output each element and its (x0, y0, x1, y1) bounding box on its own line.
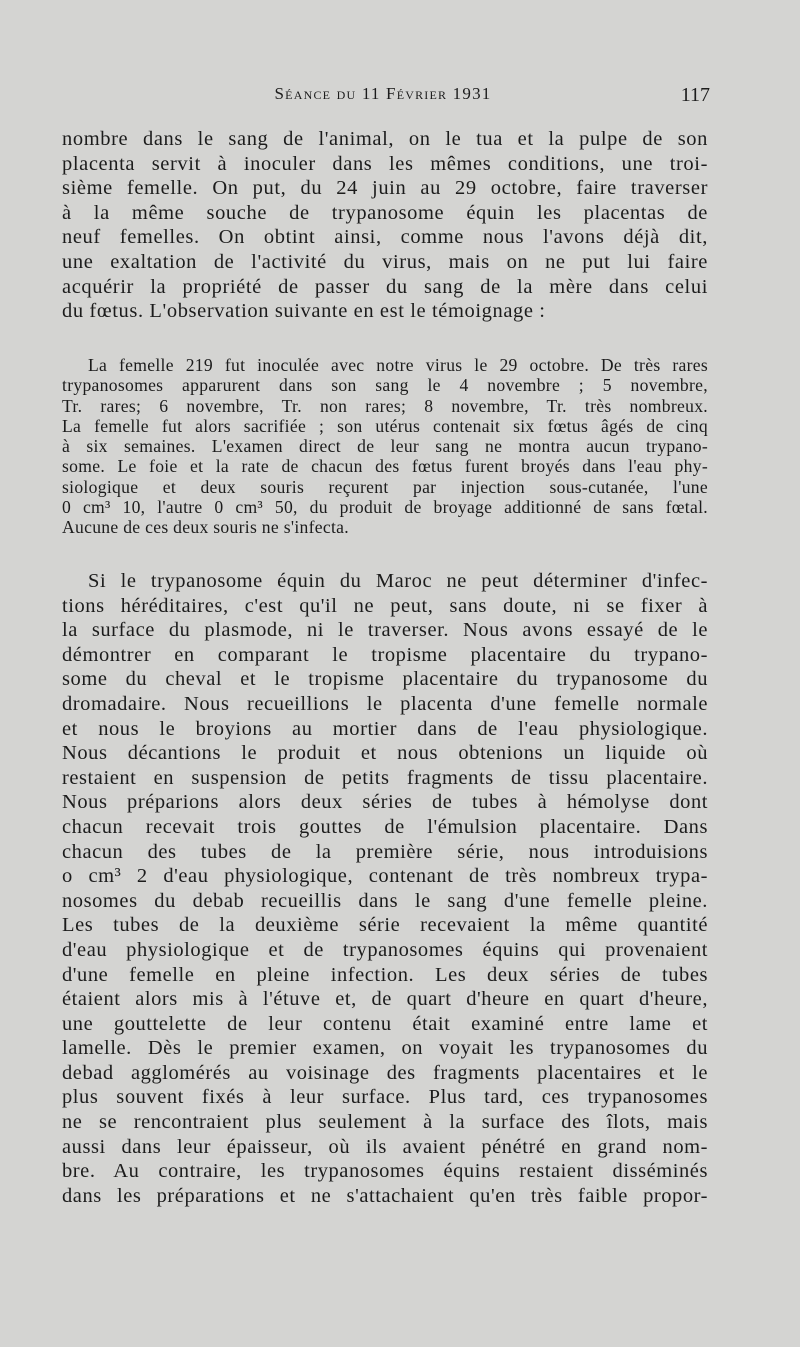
paragraph-main (62, 569, 708, 1208)
text-line: Nous décantions le produit et nous obtenions un liquide où (62, 742, 708, 765)
text-line: plus souvent fixés à leur surface. Plus tard, ces trypanosomes (62, 1086, 708, 1109)
text-line: et nous le broyions au mortier dans de l'eau physiologique. (62, 717, 708, 740)
text-line: aussi dans leur épaisseur, où ils avaient pénétré en grand nom- (62, 1135, 708, 1158)
text-line: la surface du plasmode, ni le traverser. Nous avons essayé de le (62, 619, 708, 642)
text-line: étaient alors mis à l'étuve et, de quart d'heure en quart d'heure, (62, 988, 708, 1011)
text-line: neuf femelles. On obtint ainsi, comme nous l'avons déjà dit, (62, 226, 708, 249)
text-line: d'une femelle en pleine infection. Les deux séries de tubes (62, 963, 708, 986)
text-line: dans les préparations et ne s'attachaient qu'en très faible propor- (62, 1184, 708, 1207)
text-line: dromadaire. Nous recueillions le placenta d'une femelle normale (62, 692, 708, 715)
text-line: à la même souche de trypanosome équin les placentas de (62, 201, 708, 224)
text-line: ne se rencontraient plus seulement à la surface des îlots, mais (62, 1111, 708, 1134)
text-line: une gouttelette de leur contenu était examiné entre lame et (62, 1012, 708, 1035)
text-line: lamelle. Dès le premier examen, on voyait les trypanosomes du (62, 1037, 708, 1060)
observation-note (62, 355, 708, 538)
text-line: du fœtus. L'observation suivante en est le témoignage : (62, 300, 546, 323)
text-line: Tr. rares; 6 novembre, Tr. non rares; 8 novembre, Tr. très nombreux. (62, 395, 708, 416)
text-line: 0 cm³ 10, l'autre 0 cm³ 50, du produit de broyage additionné de sans fœtal. (62, 497, 708, 518)
text-line: Si le trypanosome équin du Maroc ne peut déterminer d'infec- (88, 570, 708, 592)
text-line: Aucune de ces deux souris ne s'infecta. (62, 517, 349, 538)
page-number: 117 (680, 84, 710, 106)
text-line: d'eau physiologique et de trypanosomes équins qui provenaient (62, 938, 708, 961)
text-line: bre. Au contraire, les trypanosomes équins restaient disséminés (62, 1160, 708, 1183)
text-line: nombre dans le sang de l'animal, on le tua et la pulpe de son (62, 128, 708, 150)
text-line: sième femelle. On put, du 24 juin au 29 octobre, faire traverser (62, 177, 708, 200)
text-line: debad agglomérés au voisinage des fragments placentaires et le (62, 1061, 708, 1084)
text-line: La femelle fut alors sacrifiée ; son utérus contenait six fœtus âgés de cinq (62, 415, 708, 436)
text-line: une exaltation de l'activité du virus, mais on ne put lui faire (62, 250, 708, 273)
text-line: Les tubes de la deuxième série recevaient la même quantité (62, 914, 708, 937)
text-line: acquérir la propriété de passer du sang de la mère dans celui (62, 275, 708, 298)
text-line: o cm³ 2 d'eau physiologique, contenant de très nombreux trypa- (62, 865, 708, 888)
text-line: restaient en suspension de petits fragments de tissu placentaire. (62, 766, 708, 789)
text-line: nosomes du debab recueillis dans le sang d'une femelle pleine. (62, 889, 708, 912)
text-line: tions héréditaires, c'est qu'il ne peut, sans doute, ni se fixer à (62, 594, 708, 617)
text-line: démontrer en comparant le tropisme placentaire du trypano- (62, 643, 708, 666)
running-header (62, 84, 710, 112)
text-line: placenta servit à inoculer dans les mêmes conditions, une troi- (62, 152, 708, 175)
text-line: some du cheval et le tropisme placentaire du trypanosome du (62, 668, 708, 691)
running-title: Séance du 11 Février 1931 (274, 84, 492, 103)
text-line: trypanosomes apparurent dans son sang le 4 novembre ; 5 novembre, (62, 375, 708, 396)
text-line: some. Le foie et la rate de chacun des fœtus furent broyés dans l'eau phy- (62, 456, 708, 477)
paragraph-continuation (62, 127, 708, 324)
text-line: à six semaines. L'examen direct de leur sang ne montra aucun trypano- (62, 436, 708, 457)
text-line: Nous préparions alors deux séries de tubes à hémolyse dont (62, 791, 708, 814)
text-line: La femelle 219 fut inoculée avec notre virus le 29 octobre. De très rares (88, 355, 708, 375)
text-line: siologique et deux souris reçurent par injection sous-cutanée, l'une (62, 476, 708, 497)
text-line: chacun des tubes de la première série, nous introduisions (62, 840, 708, 863)
text-line: chacun recevait trois gouttes de l'émulsion placentaire. Dans (62, 815, 708, 838)
